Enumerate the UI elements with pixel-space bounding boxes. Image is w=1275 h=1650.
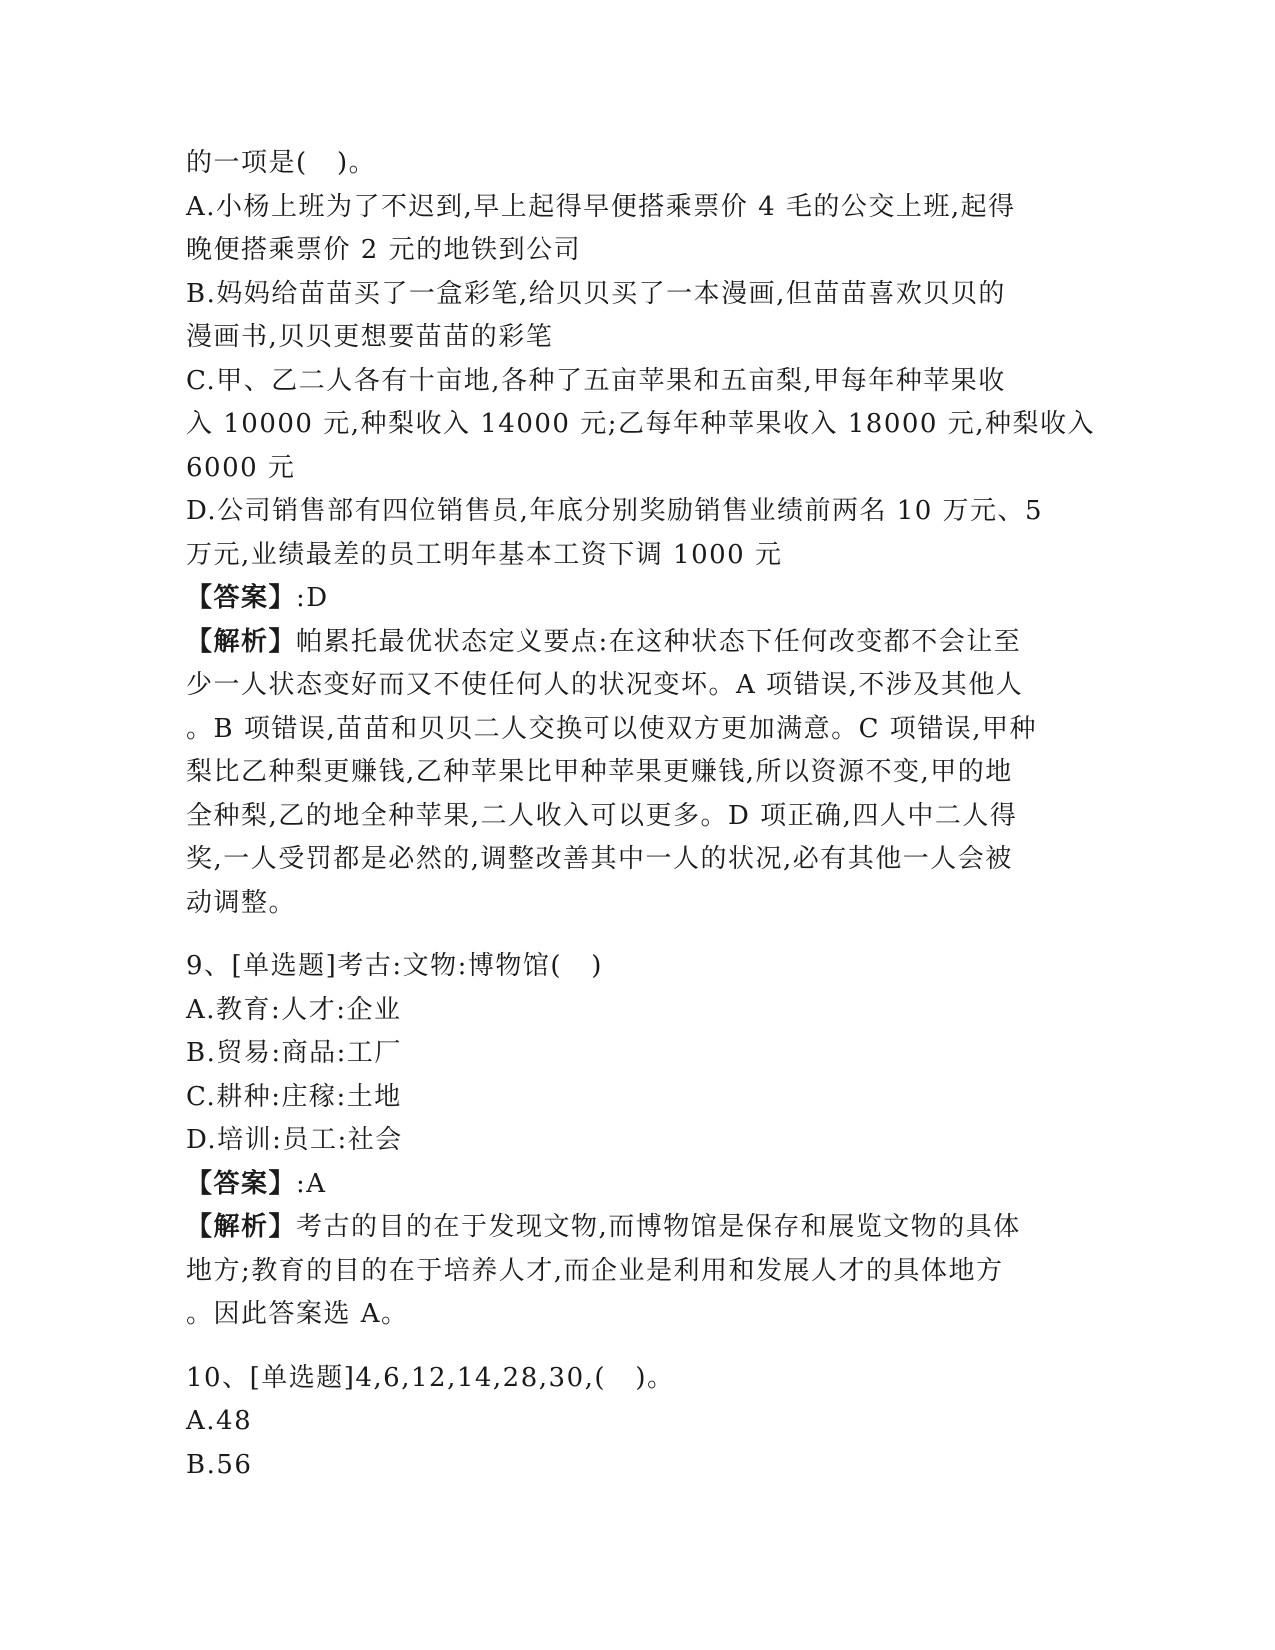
option-d: D.培训:员工:社会	[186, 1125, 403, 1155]
analysis-line: 梨比乙种梨更赚钱,乙种苹果比甲种苹果更赚钱,所以资源不变,甲的地	[186, 757, 1013, 787]
question-stem: 9、[单选题]考古:文物:博物馆( )	[186, 951, 603, 981]
analysis-line: 少一人状态变好而又不使任何人的状况变坏。A 项错误,不涉及其他人	[186, 670, 1024, 700]
question-10	[186, 1357, 1086, 1488]
option-line: 漫画书,贝贝更想要苗苗的彩笔	[186, 322, 554, 352]
question-gap	[186, 1337, 1086, 1357]
question-stem: 10、[单选题]4,6,12,14,28,30,( )。	[186, 1362, 675, 1393]
question-gap	[186, 925, 1086, 945]
option-line: D.公司销售部有四位销售员,年底分别奖励销售业绩前两名 10 万元、5	[186, 496, 1044, 526]
answer-value: :D	[296, 583, 329, 613]
option-line: C.甲、乙二人各有十亩地,各种了五亩苹果和五亩梨,甲每年种苹果收	[186, 365, 1006, 396]
option-a	[186, 186, 1086, 273]
answer	[186, 1163, 1086, 1207]
option-line: 入 10000 元,种梨收入 14000 元;乙每年种苹果收入 18000 元,种梨收入	[186, 409, 1096, 439]
option-line: A.小杨上班为了不迟到,早上起得早便搭乘票价 4 毛的公交上班,起得	[186, 191, 1016, 222]
option-line: 万元,业绩最差的员工明年基本工资下调 1000 元	[186, 539, 783, 570]
option-c: C.耕种:庄稼:土地	[186, 1081, 402, 1112]
analysis-line	[186, 621, 1086, 665]
option-d	[186, 490, 1086, 577]
analysis-line: 奖,一人受罚都是必然的,调整改善其中一人的状况,必有其他一人会被	[186, 844, 1013, 874]
analysis-text: 考古的目的在于发现文物,而博物馆是保存和展览文物的具体	[296, 1212, 1021, 1242]
answer	[186, 577, 1086, 621]
document-page	[186, 142, 1096, 1487]
question-stem: 的一项是( )。	[186, 148, 377, 178]
analysis-line: 地方;教育的目的在于培养人才,而企业是利用和发展人才的具体地方	[186, 1255, 1004, 1286]
option-b: B.贸易:商品:工厂	[186, 1038, 402, 1068]
question-8	[186, 142, 1096, 925]
analysis-line: 全种梨,乙的地全种苹果,二人收入可以更多。D 项正确,四人中二人得	[186, 800, 1018, 831]
analysis	[186, 621, 1086, 926]
answer-label: 【答案】	[186, 583, 297, 613]
analysis-line: 。因此答案选 A。	[186, 1299, 409, 1329]
question-9	[186, 945, 1086, 1337]
analysis-text: 帕累托最优状态定义要点:在这种状态下任何改变都不会让至	[296, 626, 1022, 657]
option-b	[186, 273, 1086, 360]
option-b: B.56	[186, 1449, 253, 1480]
option-a: A.教育:人才:企业	[186, 994, 402, 1025]
option-line: B.妈妈给苗苗买了一盒彩笔,给贝贝买了一本漫画,但苗苗喜欢贝贝的	[186, 278, 1006, 309]
option-a: A.48	[186, 1406, 253, 1436]
analysis	[186, 1206, 1086, 1337]
analysis-line: 动调整。	[186, 887, 297, 918]
analysis-label: 【解析】	[186, 1212, 297, 1242]
analysis-line: 。B 项错误,苗苗和贝贝二人交换可以使双方更加满意。C 项错误,甲种	[186, 713, 1038, 744]
answer-value: :A	[296, 1168, 327, 1199]
analysis-label: 【解析】	[186, 626, 297, 657]
analysis-line	[186, 1206, 1086, 1250]
option-c	[186, 360, 1096, 491]
option-line: 晚便搭乘票价 2 元的地铁到公司	[186, 235, 582, 265]
option-line: 6000 元	[186, 452, 296, 483]
answer-label: 【答案】	[186, 1168, 297, 1199]
